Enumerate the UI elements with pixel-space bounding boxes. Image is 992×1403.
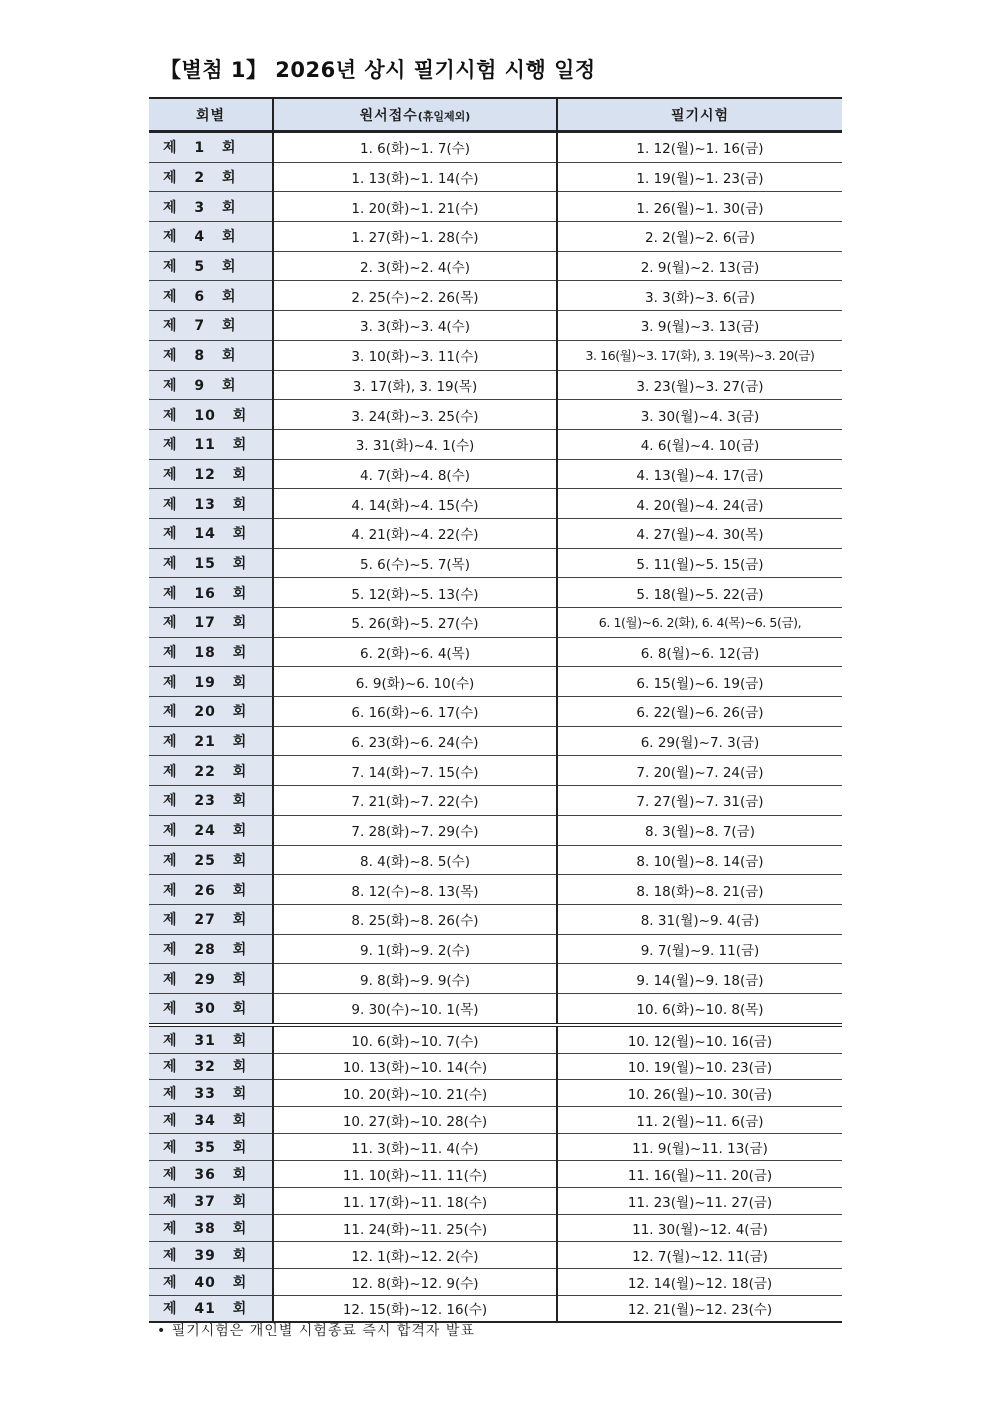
table-row: [149, 1241, 842, 1268]
application-period-cell: 10. 27(화)~10. 28(수): [273, 1107, 557, 1134]
application-period-cell: 4. 7(화)~4. 8(수): [273, 459, 557, 489]
application-period-cell: 1. 27(화)~1. 28(수): [273, 222, 557, 252]
round-cell: 제 31 회: [149, 1025, 273, 1053]
application-period-cell: 4. 21(화)~4. 22(수): [273, 518, 557, 548]
table-row: [149, 459, 842, 489]
table-row: [149, 875, 842, 905]
round-cell: 제 36 회: [149, 1161, 273, 1188]
application-period-cell: 3. 17(화), 3. 19(목): [273, 370, 557, 400]
exam-period-cell: 11. 23(월)~11. 27(금): [557, 1187, 842, 1214]
round-cell: 제 13 회: [149, 489, 273, 519]
table-row: [149, 162, 842, 192]
exam-period-cell: 8. 31(월)~9. 4(금): [557, 904, 842, 934]
round-cell: 제 35 회: [149, 1134, 273, 1161]
exam-period-cell: 6. 29(월)~7. 3(금): [557, 726, 842, 756]
application-period-cell: 10. 20(화)~10. 21(수): [273, 1080, 557, 1107]
application-period-cell: 12. 1(화)~12. 2(수): [273, 1241, 557, 1268]
round-cell: 제 5 회: [149, 251, 273, 281]
exam-period-cell: 12. 7(월)~12. 11(금): [557, 1241, 842, 1268]
exam-period-cell: 10. 6(화)~10. 8(목): [557, 993, 842, 1024]
round-cell: 제 2 회: [149, 162, 273, 192]
exam-period-cell: 10. 26(월)~10. 30(금): [557, 1080, 842, 1107]
application-period-cell: 6. 9(화)~6. 10(수): [273, 667, 557, 697]
round-cell: 제 27 회: [149, 904, 273, 934]
application-period-cell: 3. 24(화)~3. 25(수): [273, 400, 557, 430]
application-period-cell: 11. 24(화)~11. 25(수): [273, 1214, 557, 1241]
table-row: [149, 815, 842, 845]
schedule-body: [149, 132, 842, 1323]
application-period-cell: 5. 12(화)~5. 13(수): [273, 578, 557, 608]
application-period-cell: 11. 3(화)~11. 4(수): [273, 1134, 557, 1161]
application-period-cell: 6. 2(화)~6. 4(목): [273, 637, 557, 667]
table-row: [149, 132, 842, 163]
exam-period-cell: 12. 21(월)~12. 23(수): [557, 1295, 842, 1322]
exam-period-cell: 3. 16(월)~3. 17(화), 3. 19(목)~3. 20(금): [557, 340, 842, 370]
round-cell: 제 34 회: [149, 1107, 273, 1134]
exam-period-cell: 11. 2(월)~11. 6(금): [557, 1107, 842, 1134]
round-cell: 제 3 회: [149, 192, 273, 222]
application-period-cell: 6. 23(화)~6. 24(수): [273, 726, 557, 756]
application-period-cell: 9. 1(화)~9. 2(수): [273, 934, 557, 964]
table-row: [149, 400, 842, 430]
table-row: [149, 1161, 842, 1188]
application-period-cell: 8. 25(화)~8. 26(수): [273, 904, 557, 934]
round-cell: 제 20 회: [149, 697, 273, 727]
application-period-cell: 5. 6(수)~5. 7(목): [273, 548, 557, 578]
table-row: [149, 726, 842, 756]
table-row: [149, 1214, 842, 1241]
page-title: 【별첨 1】 2026년 상시 필기시험 시행 일정: [160, 58, 596, 82]
round-cell: 제 39 회: [149, 1241, 273, 1268]
exam-period-cell: 3. 9(월)~3. 13(금): [557, 311, 842, 341]
application-period-cell: 11. 10(화)~11. 11(수): [273, 1161, 557, 1188]
table-row: [149, 1295, 842, 1322]
application-period-cell: 2. 25(수)~2. 26(목): [273, 281, 557, 311]
exam-period-cell: 10. 19(월)~10. 23(금): [557, 1053, 842, 1080]
table-row: [149, 518, 842, 548]
table-row: [149, 667, 842, 697]
header-exam: 필기시험: [557, 98, 842, 132]
exam-period-cell: 11. 9(월)~11. 13(금): [557, 1134, 842, 1161]
exam-period-cell: 1. 19(월)~1. 23(금): [557, 162, 842, 192]
exam-period-cell: 2. 2(월)~2. 6(금): [557, 222, 842, 252]
application-period-cell: 10. 13(화)~10. 14(수): [273, 1053, 557, 1080]
round-cell: 제 25 회: [149, 845, 273, 875]
round-cell: 제 33 회: [149, 1080, 273, 1107]
header-application: [273, 98, 557, 132]
application-period-cell: 5. 26(화)~5. 27(수): [273, 608, 557, 638]
exam-period-cell: 9. 7(월)~9. 11(금): [557, 934, 842, 964]
table-row: [149, 608, 842, 638]
exam-period-cell: 1. 26(월)~1. 30(금): [557, 192, 842, 222]
exam-period-cell: 6. 8(월)~6. 12(금): [557, 637, 842, 667]
round-cell: 제 14 회: [149, 518, 273, 548]
table-row: [149, 489, 842, 519]
exam-period-cell: 11. 30(월)~12. 4(금): [557, 1214, 842, 1241]
exam-period-cell: 8. 18(화)~8. 21(금): [557, 875, 842, 905]
application-period-cell: 8. 12(수)~8. 13(목): [273, 875, 557, 905]
round-cell: 제 19 회: [149, 667, 273, 697]
table-row: [149, 1025, 842, 1053]
table-row: [149, 993, 842, 1024]
round-cell: 제 32 회: [149, 1053, 273, 1080]
exam-period-cell: 8. 3(월)~8. 7(금): [557, 815, 842, 845]
exam-period-cell: 10. 12(월)~10. 16(금): [557, 1025, 842, 1053]
exam-period-cell: 1. 12(월)~1. 16(금): [557, 132, 842, 163]
table-row: [149, 311, 842, 341]
table-row: [149, 548, 842, 578]
round-cell: 제 24 회: [149, 815, 273, 845]
application-period-cell: 7. 21(화)~7. 22(수): [273, 786, 557, 816]
exam-period-cell: 4. 6(월)~4. 10(금): [557, 429, 842, 459]
application-period-cell: 10. 6(화)~10. 7(수): [273, 1025, 557, 1053]
footnote: • 필기시험은 개인별 시험종료 즉시 합격자 발표: [157, 1323, 475, 1339]
table-row: [149, 429, 842, 459]
round-cell: 제 4 회: [149, 222, 273, 252]
application-period-cell: 4. 14(화)~4. 15(수): [273, 489, 557, 519]
table-row: [149, 845, 842, 875]
exam-period-cell: 3. 30(월)~4. 3(금): [557, 400, 842, 430]
exam-period-cell: 4. 13(월)~4. 17(금): [557, 459, 842, 489]
table-row: [149, 964, 842, 994]
round-cell: 제 15 회: [149, 548, 273, 578]
table-row: [149, 222, 842, 252]
exam-period-cell: 2. 9(월)~2. 13(금): [557, 251, 842, 281]
table-row: [149, 1053, 842, 1080]
round-cell: 제 30 회: [149, 993, 273, 1024]
header-round: 회별: [149, 98, 273, 132]
round-cell: 제 17 회: [149, 608, 273, 638]
exam-period-cell: 3. 23(월)~3. 27(금): [557, 370, 842, 400]
application-period-cell: 3. 3(화)~3. 4(수): [273, 311, 557, 341]
application-period-cell: 1. 20(화)~1. 21(수): [273, 192, 557, 222]
table-row: [149, 697, 842, 727]
exam-period-cell: 12. 14(월)~12. 18(금): [557, 1268, 842, 1295]
table-row: [149, 904, 842, 934]
table-row: [149, 1134, 842, 1161]
application-period-cell: 3. 31(화)~4. 1(수): [273, 429, 557, 459]
table-header-row: [149, 98, 842, 132]
exam-period-cell: 5. 11(월)~5. 15(금): [557, 548, 842, 578]
table-row: [149, 786, 842, 816]
round-cell: 제 37 회: [149, 1187, 273, 1214]
table-row: [149, 756, 842, 786]
round-cell: 제 40 회: [149, 1268, 273, 1295]
exam-period-cell: 3. 3(화)~3. 6(금): [557, 281, 842, 311]
table-row: [149, 1187, 842, 1214]
header-application-note: (휴일제외): [417, 109, 471, 123]
exam-period-cell: 7. 20(월)~7. 24(금): [557, 756, 842, 786]
round-cell: 제 22 회: [149, 756, 273, 786]
application-period-cell: 2. 3(화)~2. 4(수): [273, 251, 557, 281]
application-period-cell: 6. 16(화)~6. 17(수): [273, 697, 557, 727]
application-period-cell: 1. 13(화)~1. 14(수): [273, 162, 557, 192]
exam-period-cell: 7. 27(월)~7. 31(금): [557, 786, 842, 816]
exam-period-cell: 4. 20(월)~4. 24(금): [557, 489, 842, 519]
round-cell: 제 16 회: [149, 578, 273, 608]
exam-period-cell: 6. 22(월)~6. 26(금): [557, 697, 842, 727]
round-cell: 제 23 회: [149, 786, 273, 816]
table-row: [149, 251, 842, 281]
round-cell: 제 26 회: [149, 875, 273, 905]
application-period-cell: 1. 6(화)~1. 7(수): [273, 132, 557, 163]
round-cell: 제 7 회: [149, 311, 273, 341]
table-row: [149, 1080, 842, 1107]
round-cell: 제 10 회: [149, 400, 273, 430]
table-row: [149, 370, 842, 400]
application-period-cell: 9. 8(화)~9. 9(수): [273, 964, 557, 994]
application-period-cell: 7. 14(화)~7. 15(수): [273, 756, 557, 786]
round-cell: 제 6 회: [149, 281, 273, 311]
round-cell: 제 9 회: [149, 370, 273, 400]
exam-period-cell: 11. 16(월)~11. 20(금): [557, 1161, 842, 1188]
application-period-cell: 12. 8(화)~12. 9(수): [273, 1268, 557, 1295]
application-period-cell: 8. 4(화)~8. 5(수): [273, 845, 557, 875]
exam-schedule-table: [149, 97, 842, 1323]
table-row: [149, 340, 842, 370]
round-cell: 제 1 회: [149, 132, 273, 163]
exam-period-cell: 6. 15(월)~6. 19(금): [557, 667, 842, 697]
round-cell: 제 18 회: [149, 637, 273, 667]
round-cell: 제 28 회: [149, 934, 273, 964]
exam-period-cell: 6. 1(월)~6. 2(화), 6. 4(목)~6. 5(금),: [557, 608, 842, 638]
round-cell: 제 41 회: [149, 1295, 273, 1322]
round-cell: 제 11 회: [149, 429, 273, 459]
exam-period-cell: 8. 10(월)~8. 14(금): [557, 845, 842, 875]
round-cell: 제 12 회: [149, 459, 273, 489]
application-period-cell: 9. 30(수)~10. 1(목): [273, 993, 557, 1024]
header-application-label: 원서접수: [359, 107, 418, 124]
table-row: [149, 192, 842, 222]
table-row: [149, 637, 842, 667]
round-cell: 제 8 회: [149, 340, 273, 370]
exam-period-cell: 4. 27(월)~4. 30(목): [557, 518, 842, 548]
table-row: [149, 934, 842, 964]
table-row: [149, 578, 842, 608]
table-row: [149, 281, 842, 311]
table-row: [149, 1268, 842, 1295]
application-period-cell: 11. 17(화)~11. 18(수): [273, 1187, 557, 1214]
application-period-cell: 7. 28(화)~7. 29(수): [273, 815, 557, 845]
exam-period-cell: 5. 18(월)~5. 22(금): [557, 578, 842, 608]
round-cell: 제 38 회: [149, 1214, 273, 1241]
exam-period-cell: 9. 14(월)~9. 18(금): [557, 964, 842, 994]
application-period-cell: 3. 10(화)~3. 11(수): [273, 340, 557, 370]
application-period-cell: 12. 15(화)~12. 16(수): [273, 1295, 557, 1322]
table-row: [149, 1107, 842, 1134]
round-cell: 제 21 회: [149, 726, 273, 756]
round-cell: 제 29 회: [149, 964, 273, 994]
